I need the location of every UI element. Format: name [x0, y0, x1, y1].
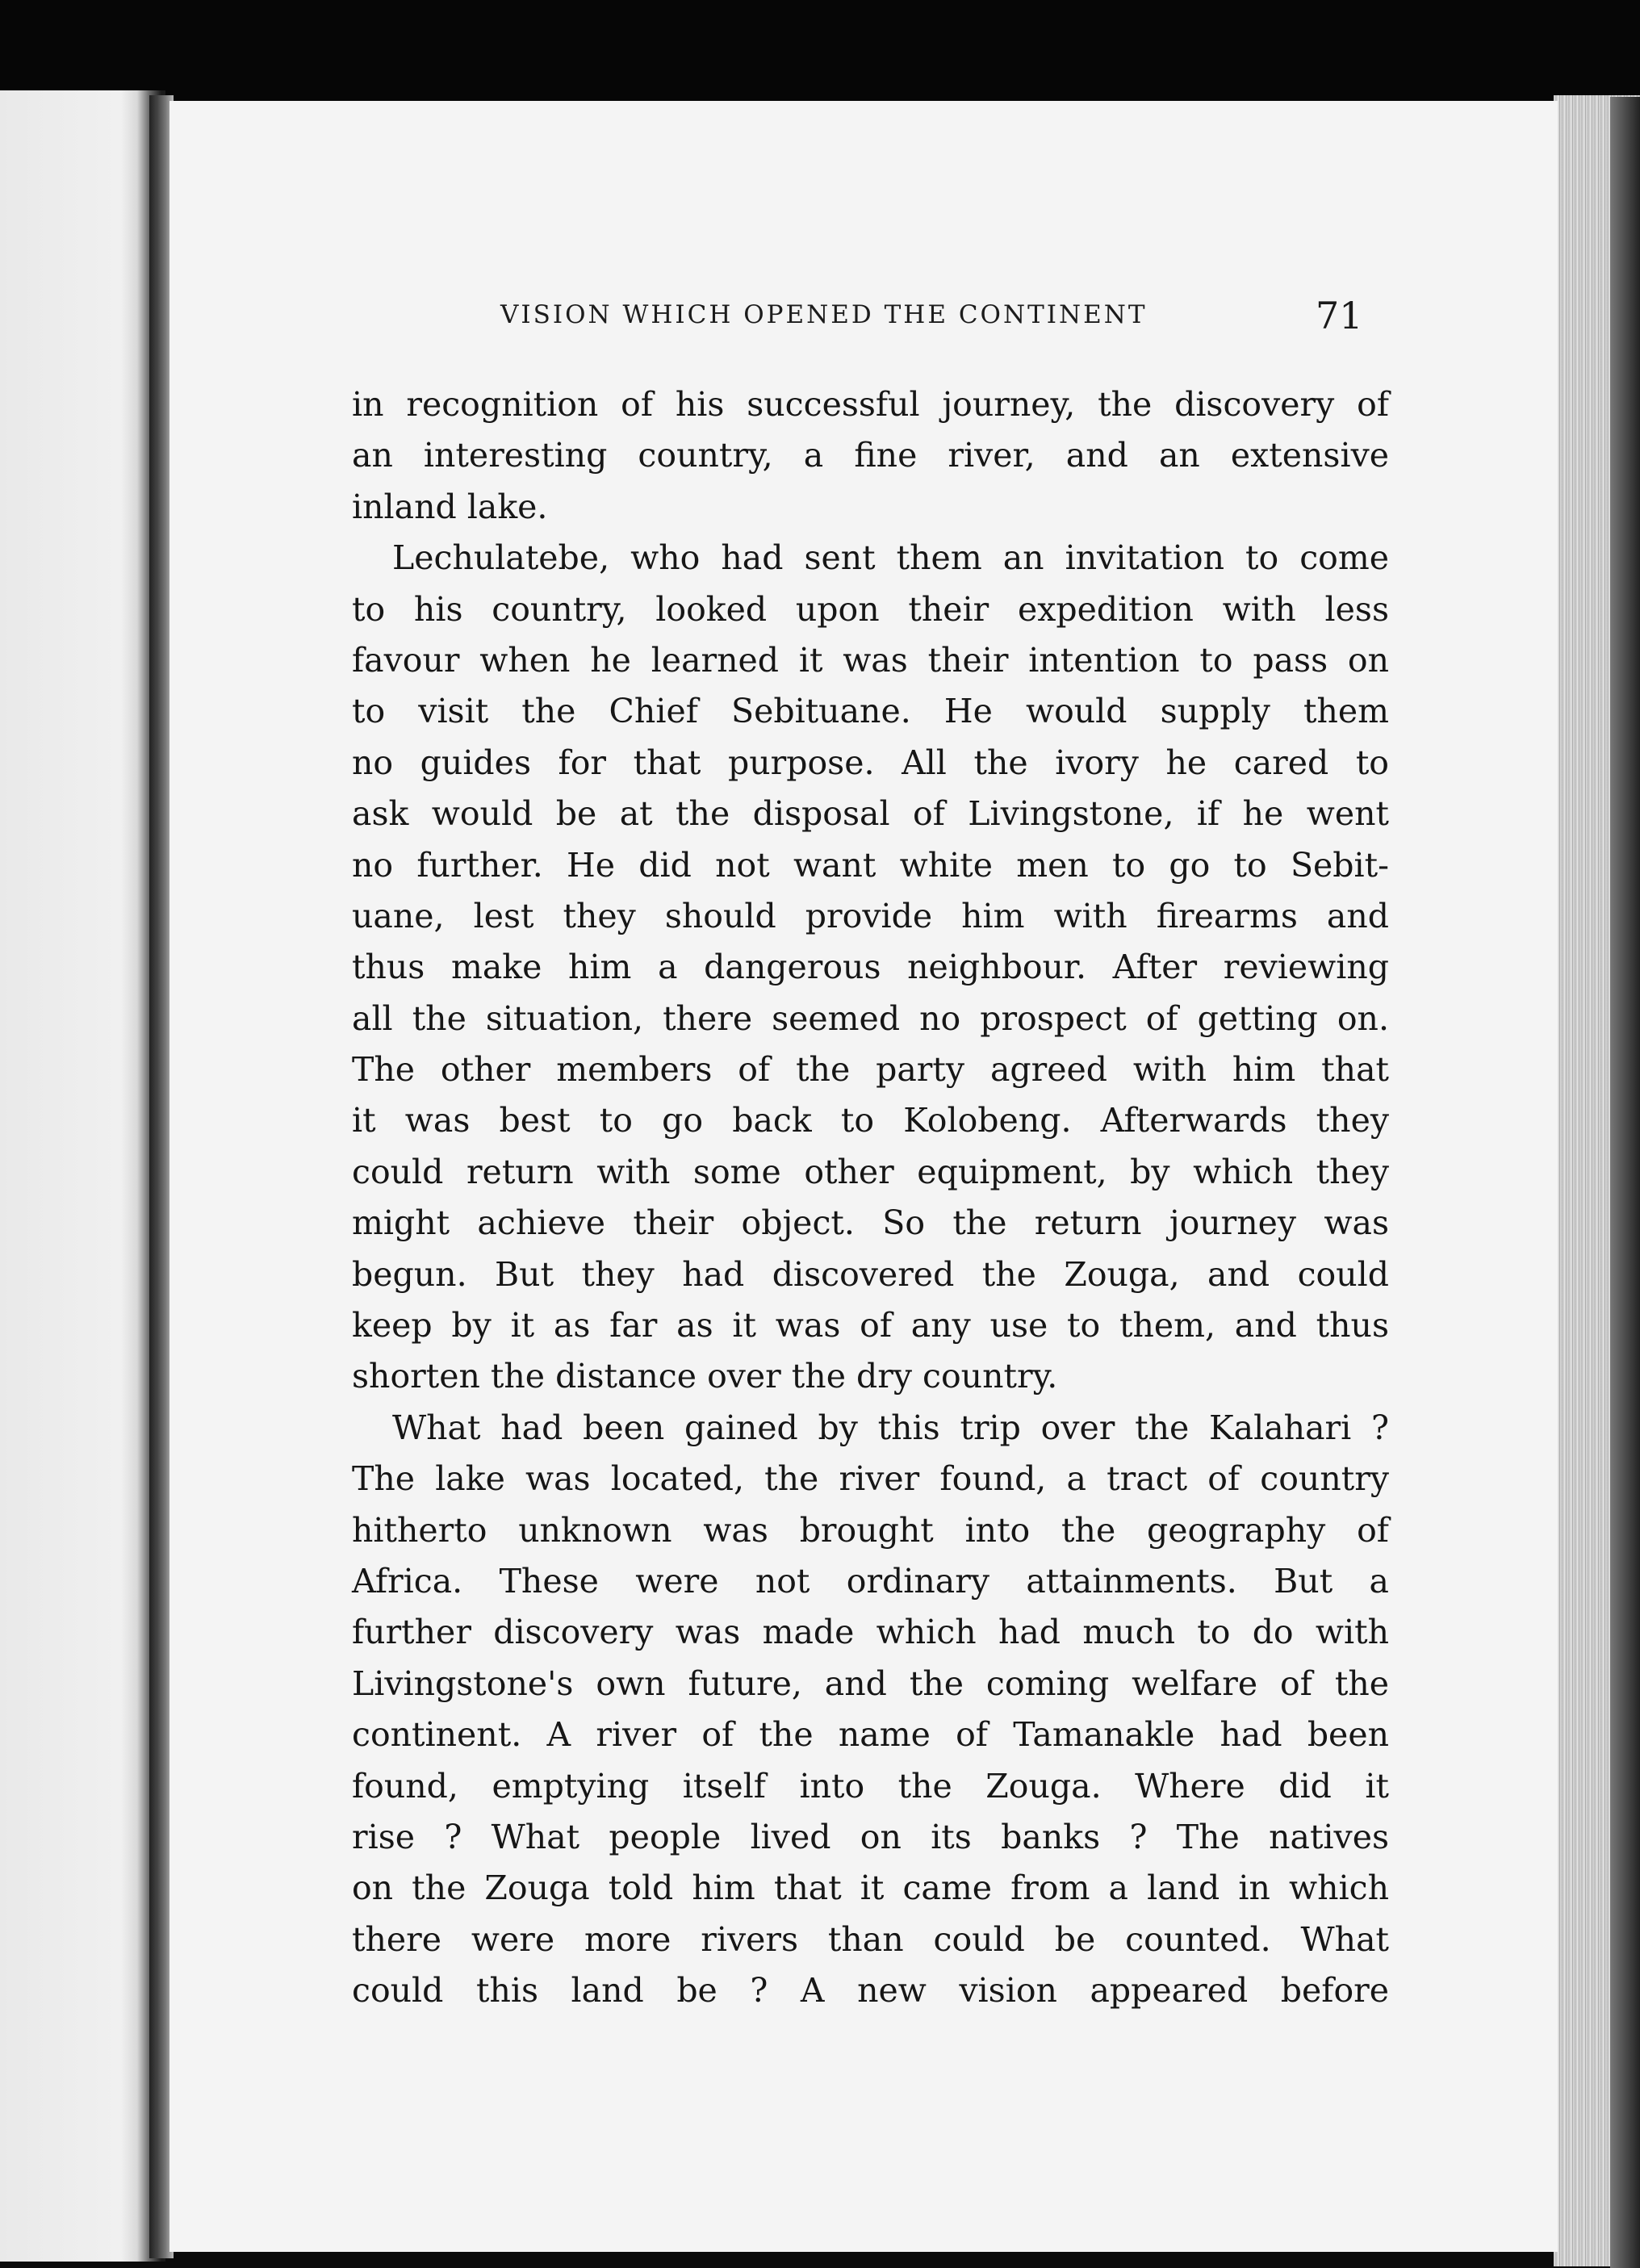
text-line: keep by it as far as it was of any use to them, and thus	[352, 1306, 1389, 1345]
paragraph-first-line: What had been gained by this trip over the Kalahari ?	[392, 1408, 1389, 1447]
text-line: no further. He did not want white men to go to Sebit-	[352, 845, 1389, 885]
text-line: begun. But they had discovered the Zouga, and could	[352, 1254, 1389, 1294]
text-line: further discovery was made which had much to do with	[352, 1613, 1389, 1652]
text-line: found, emptying itself into the Zouga. Where did it	[352, 1766, 1389, 1806]
running-header	[500, 294, 1372, 342]
page-number: 71	[1316, 294, 1363, 337]
text-line: there were more rivers than could be counted. What	[352, 1919, 1389, 1959]
text-line: rise ? What people lived on its banks ? The natives	[352, 1817, 1389, 1856]
text-line: inland lake.	[352, 487, 548, 526]
text-line: could this land be ? A new vision appeared before	[352, 1971, 1389, 2011]
text-line: to his country, looked upon their expedition with less	[352, 589, 1389, 629]
paragraph-first-line: Lechulatebe, who had sent them an invitation to come	[392, 538, 1389, 578]
right-shadow	[1610, 97, 1640, 2268]
text-line: favour when he learned it was their intention to pass on	[352, 640, 1389, 680]
text-line: Livingstone's own future, and the coming welfare of the	[352, 1663, 1389, 1703]
text-line: an interesting country, a fine river, and an extensive	[352, 436, 1389, 475]
text-line: all the situation, there seemed no prospect of getting on.	[352, 998, 1389, 1038]
scanner-background	[0, 0, 1640, 113]
previous-page-edge	[0, 90, 165, 2262]
text-line: it was best to go back to Kolobeng. Afterwards they	[352, 1101, 1389, 1140]
text-line: to visit the Chief Sebituane. He would supply them	[352, 692, 1389, 731]
text-line: continent. A river of the name of Tamanakle had been	[352, 1715, 1389, 1755]
text-line: might achieve their object. So the return journey was	[352, 1203, 1389, 1243]
text-line: on the Zouga told him that it came from a land in which	[352, 1868, 1389, 1908]
text-line: Africa. These were not ordinary attainments. But a	[352, 1561, 1389, 1601]
text-line: ask would be at the disposal of Livingstone, if he went	[352, 794, 1389, 834]
text-line: The other members of the party agreed with him that	[352, 1050, 1389, 1090]
running-title: VISION WHICH OPENED THE CONTINENT	[500, 300, 1148, 329]
text-line: thus make him a dangerous neighbour. After reviewing	[352, 948, 1389, 987]
text-line: in recognition of his successful journey, the discovery of	[352, 385, 1389, 424]
text-line: The lake was located, the river found, a tract of country	[352, 1459, 1389, 1499]
text-line: hitherto unknown was brought into the geography of	[352, 1510, 1389, 1550]
body-text	[352, 379, 1389, 2017]
text-line: no guides for that purpose. All the ivory he cared to	[352, 743, 1389, 782]
text-line: uane, lest they should provide him with firearms and	[352, 896, 1389, 935]
text-line: shorten the distance over the dry country.	[352, 1357, 1058, 1396]
text-line: could return with some other equipment, by which they	[352, 1152, 1389, 1191]
